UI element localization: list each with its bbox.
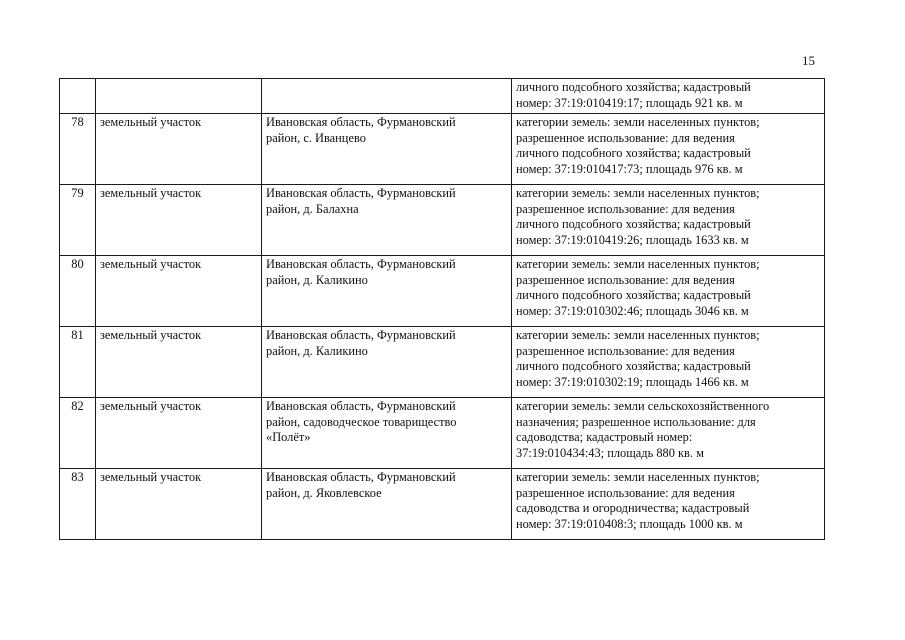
description-line: садоводства; кадастровый номер: — [516, 430, 693, 445]
description-line: личного подсобного хозяйства; кадастровый — [516, 146, 751, 161]
address-line: район, д. Каликино — [266, 272, 368, 287]
description-line: разрешенное использование: для ведения — [516, 343, 735, 358]
object-type-cell: земельный участок — [96, 398, 262, 469]
address-line: Ивановская область, Фурмановский — [266, 328, 456, 343]
row-number-cell: 78 — [60, 114, 96, 185]
description-line: категории земель: земли населенных пунктов; — [516, 257, 760, 272]
address-cell — [262, 256, 512, 327]
address-line: район, садоводческое товарищество — [266, 414, 457, 429]
address-cell — [262, 327, 512, 398]
description-cell — [512, 327, 825, 398]
table-row — [60, 256, 825, 327]
row-number-cell — [60, 79, 96, 114]
object-type-cell: земельный участок — [96, 185, 262, 256]
row-number-cell: 82 — [60, 398, 96, 469]
description-line: номер: 37:19:010419:26; площадь 1633 кв. м — [516, 232, 749, 247]
description-cell — [512, 469, 825, 540]
row-number-cell: 81 — [60, 327, 96, 398]
land-plots-table — [59, 78, 825, 540]
description-line: категории земель: земли населенных пунктов; — [516, 186, 760, 201]
object-type-cell: земельный участок — [96, 469, 262, 540]
row-number-cell: 79 — [60, 185, 96, 256]
address-line: район, с. Иванцево — [266, 130, 366, 145]
description-line: разрешенное использование: для ведения — [516, 201, 735, 216]
description-cell — [512, 185, 825, 256]
description-line: садоводства и огородничества; кадастровый — [516, 501, 750, 516]
description-cell — [512, 398, 825, 469]
address-cell — [262, 185, 512, 256]
description-line: категории земель: земли населенных пунктов; — [516, 115, 760, 130]
address-line: район, д. Яковлевское — [266, 485, 382, 500]
address-line: Ивановская область, Фурмановский — [266, 186, 456, 201]
description-line: личного подсобного хозяйства; кадастровый — [516, 359, 751, 374]
address-line: Ивановская область, Фурмановский — [266, 399, 456, 414]
description-line: личного подсобного хозяйства; кадастровый — [516, 217, 751, 232]
address-cell — [262, 398, 512, 469]
description-line: номер: 37:19:010302:19; площадь 1466 кв. м — [516, 374, 749, 389]
object-type-cell — [96, 79, 262, 114]
description-line: личного подсобного хозяйства; кадастровый — [516, 80, 751, 94]
description-line: разрешенное использование: для ведения — [516, 272, 735, 287]
table-row — [60, 327, 825, 398]
description-line: номер: 37:19:010408:3; площадь 1000 кв. м — [516, 516, 743, 531]
description-line: категории земель: земли сельскохозяйственного — [516, 399, 770, 414]
description-line: 37:19:010434:43; площадь 880 кв. м — [516, 445, 704, 460]
address-line: Ивановская область, Фурмановский — [266, 257, 456, 272]
description-line: разрешенное использование: для ведения — [516, 130, 735, 145]
page-number: 15 — [802, 53, 815, 68]
object-type-cell: земельный участок — [96, 114, 262, 185]
address-cell — [262, 469, 512, 540]
address-line: Ивановская область, Фурмановский — [266, 115, 456, 130]
table-row — [60, 185, 825, 256]
description-line: личного подсобного хозяйства; кадастровый — [516, 288, 751, 303]
description-line: номер: 37:19:010417:73; площадь 976 кв. м — [516, 161, 743, 176]
description-line: разрешенное использование: для ведения — [516, 485, 735, 500]
table-row — [60, 398, 825, 469]
row-number-cell: 83 — [60, 469, 96, 540]
description-cell — [512, 114, 825, 185]
address-line: «Полёт» — [266, 430, 311, 445]
row-number-cell: 80 — [60, 256, 96, 327]
table-row — [60, 469, 825, 540]
object-type-cell: земельный участок — [96, 327, 262, 398]
description-line: категории земель: земли населенных пунктов; — [516, 470, 760, 485]
table-row-continuation — [60, 79, 825, 114]
object-type-cell: земельный участок — [96, 256, 262, 327]
address-cell — [262, 114, 512, 185]
address-line: район, д. Каликино — [266, 343, 368, 358]
table-row — [60, 114, 825, 185]
address-line: район, д. Балахна — [266, 201, 359, 216]
description-line: назначения; разрешенное использование: для — [516, 414, 756, 429]
description-line: номер: 37:19:010419:17; площадь 921 кв. м — [516, 95, 743, 110]
address-line: Ивановская область, Фурмановский — [266, 470, 456, 485]
description-line: категории земель: земли населенных пунктов; — [516, 328, 760, 343]
description-cell — [512, 256, 825, 327]
description-cell — [512, 79, 825, 114]
address-cell — [262, 79, 512, 114]
description-line: номер: 37:19:010302:46; площадь 3046 кв. м — [516, 303, 749, 318]
